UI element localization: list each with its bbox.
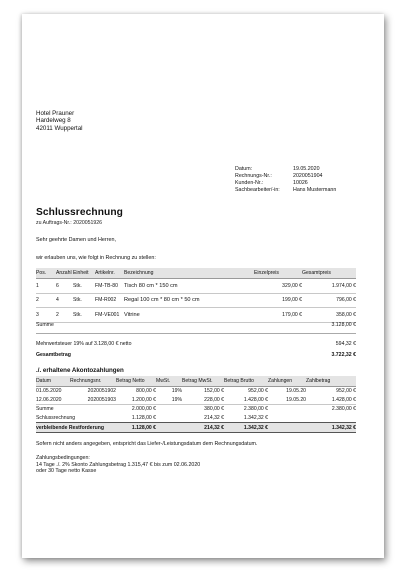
- item-description: Regal 100 cm * 80 cm * 50 cm: [124, 293, 254, 308]
- col-header: Betrag Netto: [116, 376, 156, 387]
- item-description: Tisch 80 cm * 150 cm: [124, 279, 254, 294]
- meta-key: Kunden-Nr.:: [235, 179, 264, 186]
- table-row: [36, 414, 356, 423]
- pay-date: 01.05.2020: [36, 388, 62, 395]
- item-price: 199,00 €: [254, 293, 302, 308]
- item-article: FM-R002: [95, 293, 124, 308]
- pay-invoice-no: 2020051902: [87, 388, 116, 395]
- col-header: Einheit: [73, 268, 95, 279]
- conditions-line: Zahlungsbedingungen:: [36, 455, 90, 461]
- conditions-line: oder 30 Tage netto Kasse: [36, 468, 97, 475]
- col-header: Anzahl: [56, 268, 73, 279]
- pay-net: 1.128,00 €: [131, 415, 156, 422]
- pay-total-label: Summe: [36, 406, 54, 413]
- item-total: 796,00 €: [302, 293, 356, 308]
- item-qty: 2: [56, 308, 73, 323]
- pay-gross: 1.428,00 €: [224, 396, 268, 405]
- sum-value: 3.128,00 €: [331, 322, 356, 328]
- item-pos: 3: [36, 308, 56, 323]
- date-note: Sofern nicht anders angegeben, entspricht das Liefer-/Leistungsdatum dem Rechnungsdatum.: [36, 441, 258, 447]
- col-header: Zahlbetrag: [306, 376, 356, 387]
- item-article: FM-TB-80: [95, 279, 124, 294]
- pay-amount: 2.380,00 €: [331, 406, 356, 413]
- vat-row: [36, 341, 356, 347]
- pay-gross: 952,00 €: [248, 388, 268, 395]
- invoice-title: Schlussrechnung: [36, 207, 123, 218]
- payment-conditions: [36, 455, 200, 475]
- pay-vat: 214,32 €: [182, 423, 224, 433]
- table-row: [36, 396, 356, 405]
- sum-row: [36, 322, 356, 328]
- greeting: Sehr geehrte Damen und Herren,: [36, 237, 117, 243]
- table-row: [36, 423, 356, 433]
- sender-city: 42011 Wuppertal: [36, 124, 83, 132]
- invoice-meta: [235, 166, 336, 194]
- vat-label: Mehrwertsteuer 19% auf 3.128,00 € netto: [36, 341, 132, 347]
- pay-paid-date: 19.05.20: [286, 388, 306, 395]
- meta-key: Rechnungs-Nr.:: [235, 172, 272, 179]
- meta-value: 19.05.2020: [293, 166, 320, 172]
- items-table: [36, 268, 356, 323]
- sender-street: Hardelweg 8: [36, 117, 71, 125]
- pay-vat-rate: 19%: [156, 396, 182, 405]
- col-header: Datum: [36, 376, 70, 387]
- pay-amount: 952,00 €: [336, 388, 356, 395]
- total-row: [36, 352, 356, 358]
- pay-net: 1.200,00 €: [116, 396, 156, 405]
- table-row: [36, 279, 356, 294]
- item-description: Vitrine: [124, 308, 254, 323]
- col-header: Betrag Brutto: [224, 376, 268, 387]
- pay-total-label: verbleibende Restforderung: [36, 423, 116, 433]
- item-price: 179,00 €: [254, 308, 302, 323]
- conditions-line: 14 Tage ./. 2% Skonto Zahlungsbetrag 1.315,47 € bis zum 02.06.2020: [36, 461, 201, 468]
- meta-value: 10026: [293, 179, 308, 186]
- col-header: Bezeichnung: [124, 268, 254, 279]
- vat-value: 594,32 €: [335, 341, 356, 347]
- item-pos: 1: [36, 279, 56, 294]
- item-qty: 6: [56, 279, 73, 294]
- col-header: Zahlungen: [268, 376, 306, 387]
- col-header: Betrag MwSt.: [182, 376, 224, 387]
- total-label: Gesamtbetrag: [36, 352, 71, 358]
- col-header: MwSt.: [156, 376, 182, 387]
- pay-invoice-no: 2020051903: [70, 396, 116, 405]
- pay-paid-date: 19.05.20: [268, 396, 306, 405]
- pay-gross: 1.342,32 €: [243, 415, 268, 422]
- sender-name: Hotel Prauner: [36, 110, 75, 117]
- col-header: Artikelnr.: [95, 268, 124, 279]
- col-header: Gesamtpreis: [302, 268, 356, 279]
- pay-vat: 380,00 €: [204, 406, 224, 413]
- order-number: zu Auftrags-Nr.: 2020051926: [36, 220, 103, 226]
- pay-vat: 214,32 €: [204, 415, 224, 422]
- pay-vat-rate: 19%: [171, 388, 182, 395]
- item-pos: 2: [36, 293, 56, 308]
- meta-value: 2020051904: [293, 172, 323, 179]
- items-header-row: [36, 268, 356, 279]
- item-total: 358,00 €: [302, 308, 356, 323]
- col-header: Rechnungsnr.: [70, 376, 116, 387]
- meta-key: Sachbearbeiter/-in:: [235, 186, 280, 193]
- pay-date: 12.06.2020: [36, 396, 70, 405]
- table-row: [36, 308, 356, 323]
- table-row: [36, 387, 356, 396]
- pay-vat: 228,00 €: [182, 396, 224, 405]
- table-row: [36, 405, 356, 414]
- pay-gross: 1.342,32 €: [224, 423, 268, 433]
- pay-net: 1.128,00 €: [116, 423, 156, 433]
- total-value: 3.722,32 €: [331, 352, 356, 358]
- pay-amount: 1.428,00 €: [306, 396, 356, 405]
- sender-address: [36, 110, 83, 132]
- item-total: 1.974,00 €: [302, 279, 356, 294]
- item-price: 329,00 €: [254, 279, 302, 294]
- pay-vat: 152,00 €: [204, 388, 224, 395]
- item-unit: Stk.: [73, 279, 95, 294]
- meta-key: Datum:: [235, 166, 253, 172]
- pay-net: 800,00 €: [136, 388, 156, 395]
- sum-label: Summe: [36, 322, 54, 328]
- pay-net: 2.000,00 €: [131, 406, 156, 413]
- divider: [36, 333, 356, 334]
- item-article: FM-VE001: [95, 308, 124, 323]
- intro-text: wir erlauben uns, wie folgt in Rechnung zu stellen:: [36, 255, 156, 261]
- table-row: [36, 293, 356, 308]
- pay-amount: 1.342,32 €: [306, 423, 356, 433]
- pay-gross: 2.380,00 €: [243, 406, 268, 413]
- payments-title: ./. erhaltene Akontozahlungen: [36, 367, 124, 374]
- item-qty: 4: [56, 293, 73, 308]
- payments-table: [36, 376, 356, 433]
- col-header: Einzelpreis: [254, 268, 302, 279]
- meta-value: Hans Mustermann: [293, 186, 337, 193]
- col-header: Pos.: [36, 268, 56, 279]
- pay-total-label: Schlussrechnung: [36, 415, 76, 422]
- payments-header-row: [36, 376, 356, 387]
- item-unit: Stk.: [73, 308, 95, 323]
- item-unit: Stk.: [73, 293, 95, 308]
